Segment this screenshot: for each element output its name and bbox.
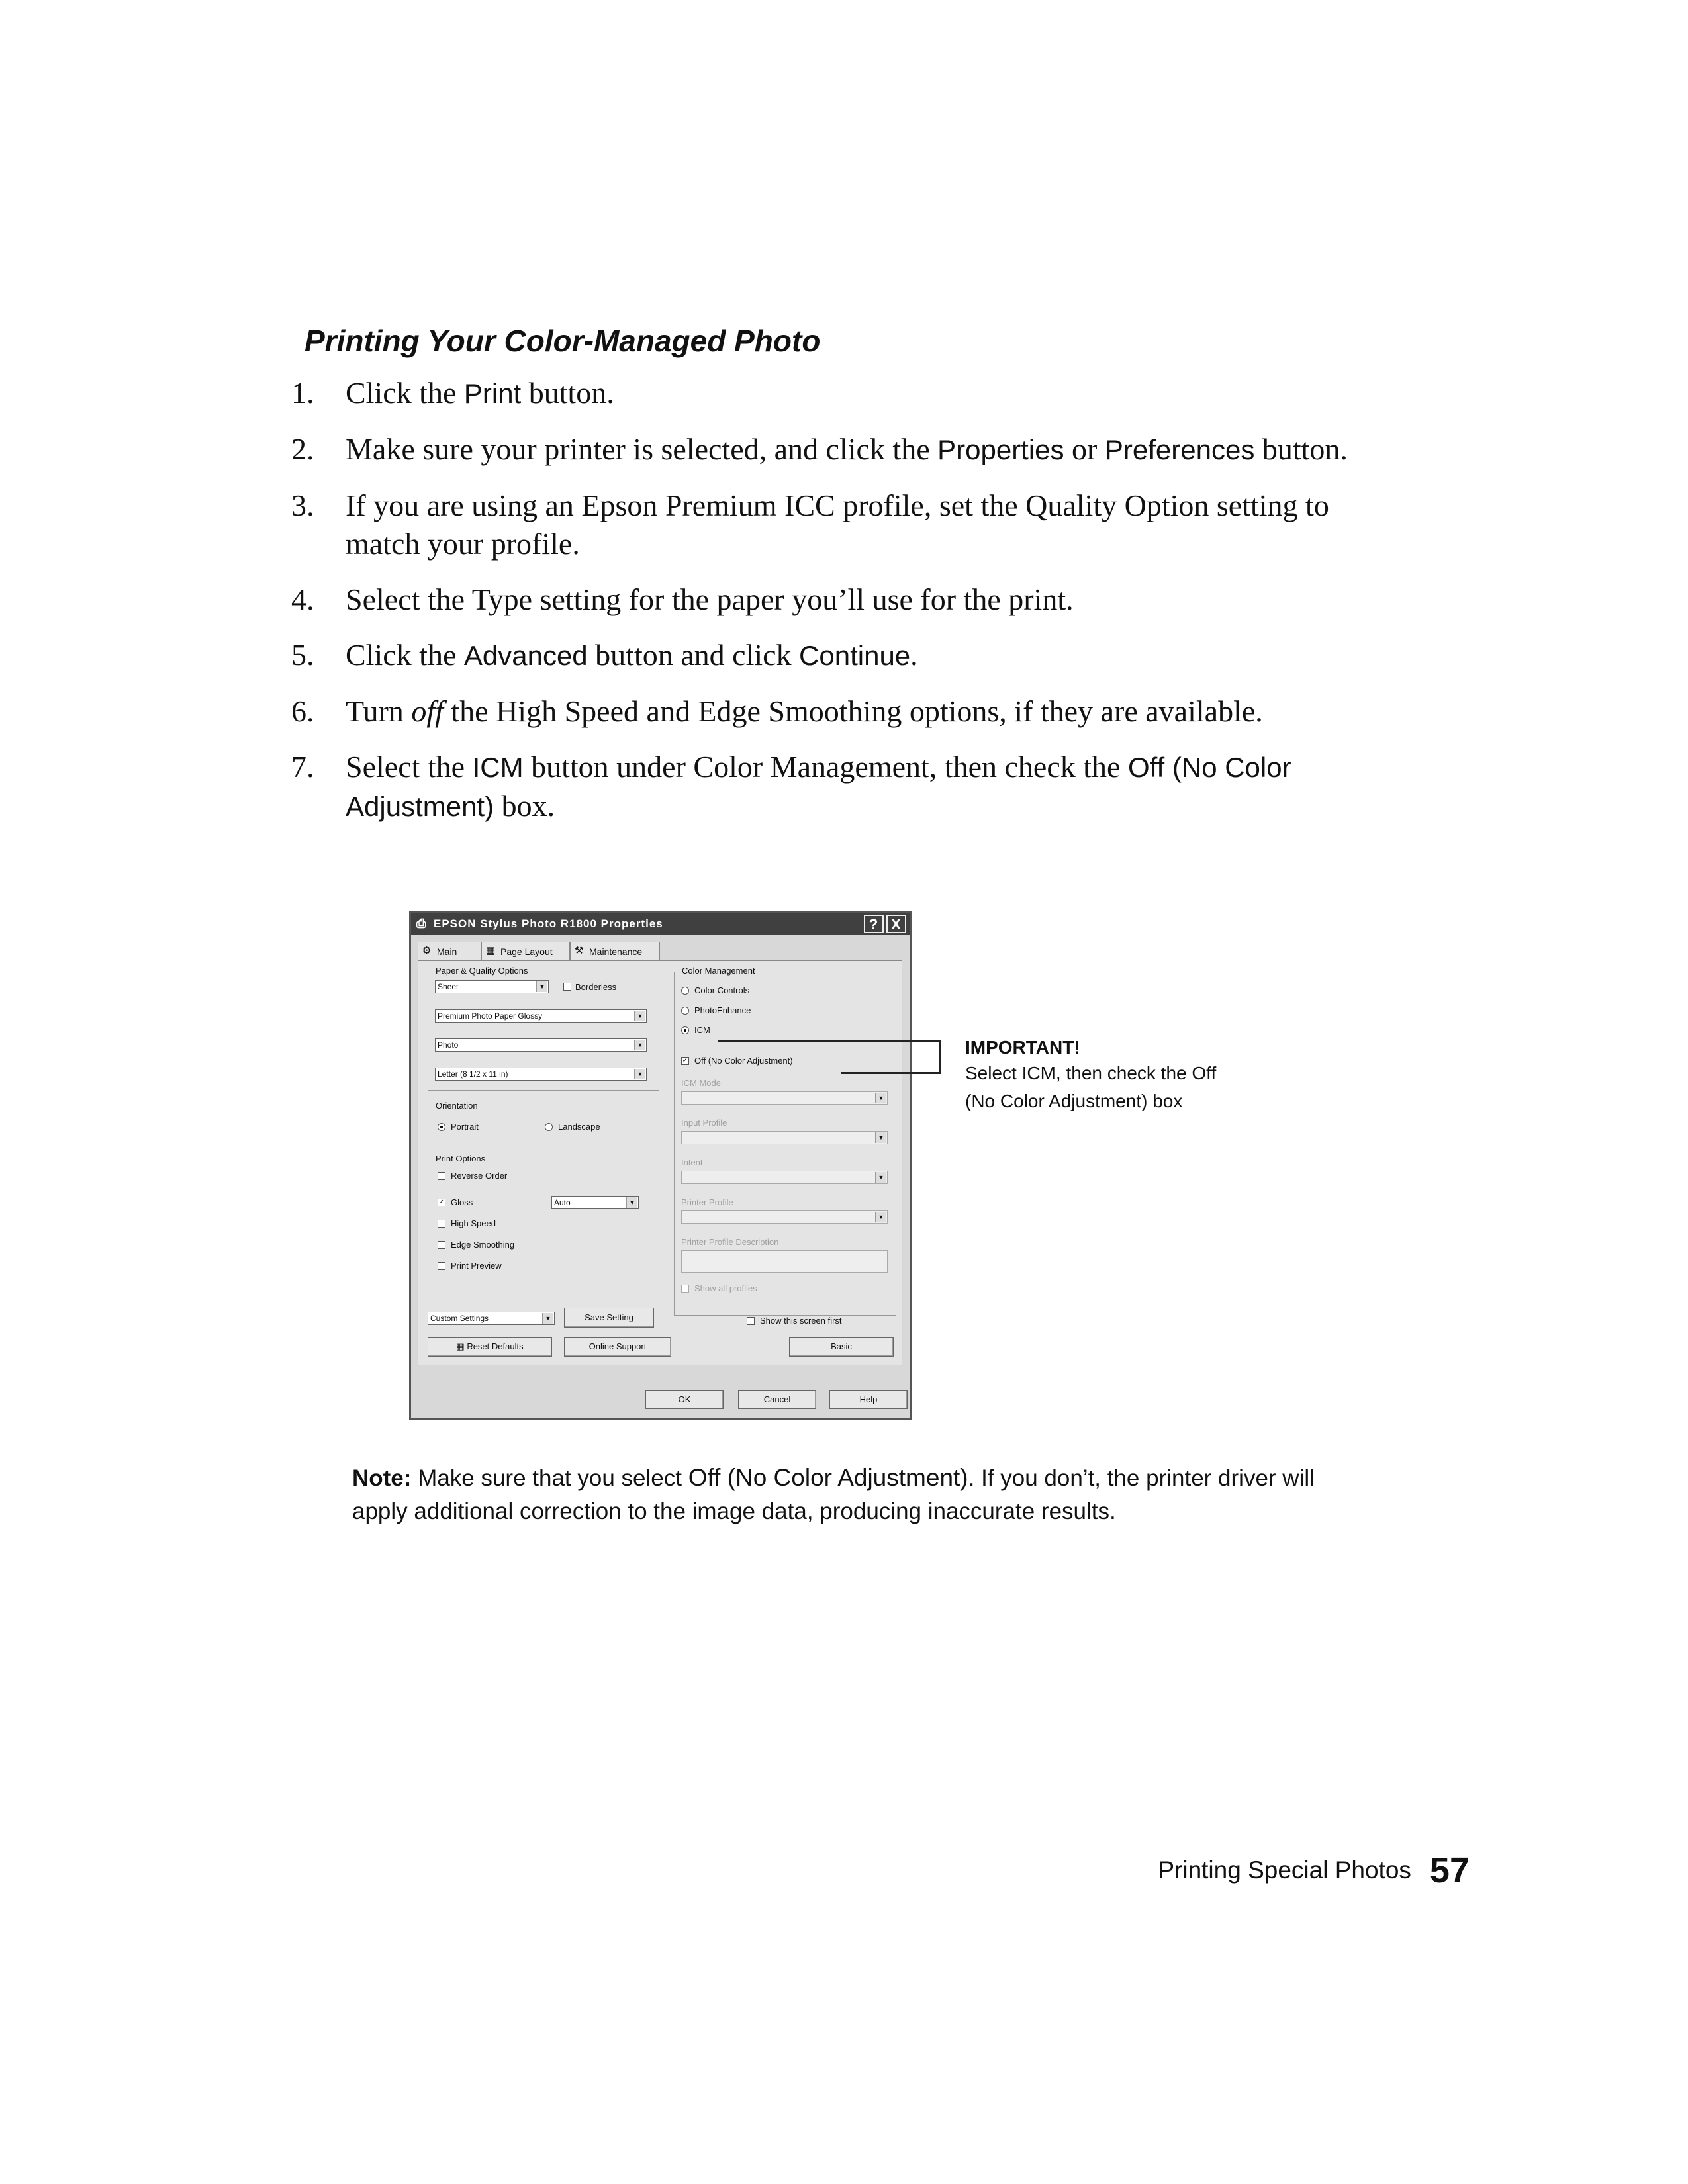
step-text-part: or [1064, 432, 1105, 466]
step-text-part: Preferences [1104, 434, 1255, 465]
step-item [291, 580, 1403, 619]
note-setting: Off (No Color Adjustment) [688, 1464, 968, 1491]
chevron-down-icon: ▼ [626, 1197, 637, 1208]
step-text [346, 748, 1403, 826]
gloss-select[interactable] [551, 1196, 639, 1209]
off-no-color-label: Off (No Color Adjustment) [694, 1056, 793, 1066]
chevron-down-icon: ▼ [542, 1313, 553, 1324]
show-all-profiles-checkbox[interactable] [681, 1285, 689, 1293]
tab-main[interactable] [418, 942, 481, 962]
printer-profile-label: Printer Profile [681, 1197, 733, 1207]
important-callout [965, 1036, 1216, 1115]
reverse-order-checkbox[interactable] [438, 1172, 445, 1180]
step-text-part: Continue [799, 640, 911, 671]
reverse-order-label: Reverse Order [451, 1171, 508, 1181]
step-number: 5. [291, 638, 314, 672]
step-text [346, 374, 1403, 413]
quality-value: Photo [438, 1040, 459, 1050]
step-text-part: box. [494, 789, 555, 823]
gloss-label: Gloss [451, 1197, 473, 1207]
note-label: Note: [352, 1465, 412, 1491]
tab-page-layout[interactable] [481, 942, 570, 960]
chevron-down-icon: ▼ [536, 981, 547, 992]
chevron-down-icon: ▼ [875, 1132, 886, 1143]
portrait-label: Portrait [451, 1122, 479, 1132]
step-text-part: Click the [346, 638, 464, 672]
color-management-group [674, 966, 896, 1316]
orientation-legend: Orientation [434, 1101, 480, 1111]
chevron-down-icon: ▼ [875, 1212, 886, 1222]
dialog-titlebar [411, 913, 910, 935]
input-profile-select[interactable] [681, 1131, 888, 1144]
paper-quality-legend: Paper & Quality Options [434, 966, 530, 976]
step-text-part: button and click [587, 638, 800, 672]
step-text-part: Select the Type setting for the paper you’ll use for the print. [346, 582, 1074, 616]
portrait-radio[interactable] [438, 1123, 445, 1131]
step-text [346, 692, 1403, 731]
photoenhance-label: PhotoEnhance [694, 1005, 751, 1015]
chevron-down-icon: ▼ [634, 1011, 645, 1021]
step-text-part: Click the [346, 376, 464, 410]
step-text-part: ICM [472, 752, 524, 783]
intent-label: Intent [681, 1158, 703, 1167]
chevron-down-icon: ▼ [875, 1093, 886, 1103]
callout-line-2: (No Color Adjustment) box [965, 1091, 1183, 1111]
tab-maintenance-label: Maintenance [589, 946, 643, 957]
high-speed-label: High Speed [451, 1218, 496, 1228]
note-paragraph [352, 1461, 1345, 1528]
step-text-part: Off (No Color Adjustment) [346, 752, 1291, 822]
printer-properties-dialog [409, 911, 912, 1420]
input-profile-label: Input Profile [681, 1118, 727, 1128]
print-options-legend: Print Options [434, 1154, 487, 1163]
paper-source-select[interactable] [435, 980, 549, 993]
gloss-checkbox[interactable]: ✓ [438, 1199, 445, 1206]
show-first-checkbox[interactable] [747, 1317, 755, 1325]
page-footer [1158, 1850, 1470, 1891]
print-preview-checkbox[interactable] [438, 1262, 445, 1270]
tab-maintenance[interactable] [570, 942, 660, 960]
show-all-profiles-label: Show all profiles [694, 1283, 757, 1293]
landscape-label: Landscape [558, 1122, 600, 1132]
paper-source-value: Sheet [438, 982, 459, 991]
printer-profile-select[interactable] [681, 1210, 888, 1224]
basic-button[interactable]: Basic [789, 1337, 894, 1357]
chevron-down-icon: ▼ [634, 1040, 645, 1050]
step-text-part: Select the [346, 750, 473, 784]
ok-button[interactable]: OK [645, 1390, 724, 1409]
callout-line-vertical [939, 1040, 941, 1073]
step-text [346, 636, 1403, 675]
step-text-part: button under Color Management, then check the [523, 750, 1128, 784]
edge-smoothing-checkbox[interactable] [438, 1241, 445, 1249]
paper-quality-group [428, 966, 659, 1091]
reset-defaults-button[interactable] [428, 1337, 552, 1357]
steps-list [291, 374, 1403, 843]
paper-size-value: Letter (8 1/2 x 11 in) [438, 1069, 508, 1079]
chevron-down-icon: ▼ [634, 1069, 645, 1079]
main-tab-icon: ⚙ [422, 945, 432, 956]
online-support-button[interactable]: Online Support [564, 1337, 671, 1357]
show-first-label: Show this screen first [760, 1316, 842, 1326]
cancel-button[interactable]: Cancel [738, 1390, 816, 1409]
off-no-color-checkbox[interactable]: ✓ [682, 1057, 688, 1064]
color-management-legend: Color Management [680, 966, 757, 976]
icm-mode-label: ICM Mode [681, 1078, 721, 1088]
reset-defaults-icon: ▦ [456, 1342, 467, 1351]
icm-radio[interactable] [681, 1026, 689, 1034]
color-controls-label: Color Controls [694, 985, 750, 995]
borderless-label: Borderless [575, 982, 617, 992]
step-text-part: off [411, 694, 444, 728]
step-text-part: Properties [937, 434, 1064, 465]
step-number: 6. [291, 694, 314, 728]
step-number: 7. [291, 750, 314, 784]
custom-settings-value: Custom Settings [430, 1314, 489, 1323]
page-layout-icon: ▦ [486, 945, 496, 956]
icm-label: ICM [694, 1025, 710, 1035]
step-text-part: Print [463, 378, 522, 409]
edge-smoothing-label: Edge Smoothing [451, 1240, 515, 1250]
media-type-value: Premium Photo Paper Glossy [438, 1011, 543, 1021]
step-number: 1. [291, 376, 314, 410]
tab-main-label: Main [437, 946, 457, 957]
step-text-part: Turn [346, 694, 412, 728]
intent-select[interactable] [681, 1171, 888, 1184]
page-number: 57 [1429, 1850, 1470, 1890]
color-controls-radio[interactable] [681, 987, 689, 995]
step-item [291, 636, 1403, 675]
printer-profile-desc-box [681, 1250, 888, 1273]
step-text-part: Advanced [463, 640, 588, 671]
save-setting-button[interactable]: Save Setting [564, 1308, 654, 1328]
step-number: 3. [291, 488, 314, 522]
dialog-title: EPSON Stylus Photo R1800 Properties [434, 917, 663, 930]
note-pre: Make sure that you select [411, 1465, 688, 1491]
media-type-select[interactable] [435, 1009, 647, 1023]
reset-defaults-label: Reset Defaults [467, 1342, 524, 1351]
step-text [346, 486, 1403, 563]
step-item [291, 692, 1403, 731]
tab-page-layout-label: Page Layout [500, 946, 553, 957]
step-item [291, 486, 1403, 563]
step-text-part: button. [521, 376, 614, 410]
step-text-part: button. [1254, 432, 1348, 466]
step-text [346, 580, 1403, 619]
step-number: 2. [291, 432, 314, 466]
section-heading: Printing Your Color-Managed Photo [305, 324, 821, 358]
icm-mode-select[interactable] [681, 1091, 888, 1105]
printer-profile-desc-label: Printer Profile Description [681, 1237, 779, 1247]
step-number: 4. [291, 582, 314, 616]
help-button[interactable]: Help [829, 1390, 908, 1409]
maintenance-icon: ⚒ [575, 945, 584, 956]
step-item [291, 430, 1403, 469]
step-item [291, 748, 1403, 826]
high-speed-checkbox[interactable] [438, 1220, 445, 1228]
note-post: . If you don’t, the printer driver will apply additional correction to the image data, producing inaccurate results. [352, 1465, 1315, 1524]
callout-line-icm [718, 1040, 941, 1042]
callout-line-1: Select ICM, then check the Off [965, 1063, 1217, 1083]
quality-select[interactable] [435, 1038, 647, 1052]
gloss-value: Auto [554, 1198, 571, 1207]
footer-section: Printing Special Photos [1158, 1856, 1411, 1884]
chevron-down-icon: ▼ [875, 1172, 886, 1183]
orientation-group [428, 1101, 659, 1146]
landscape-radio[interactable] [545, 1123, 553, 1131]
step-text-part: Make sure your printer is selected, and click the [346, 432, 938, 466]
step-text-part: the High Speed and Edge Smoothing options, if they are available. [443, 694, 1263, 728]
help-title-button[interactable]: ? [864, 915, 884, 933]
callout-line-off [841, 1072, 941, 1074]
borderless-checkbox[interactable] [563, 983, 571, 991]
custom-settings-select[interactable] [428, 1312, 555, 1325]
main-tab-panel [418, 960, 902, 1365]
printer-icon: ⎙ [416, 917, 427, 930]
step-item [291, 374, 1403, 413]
paper-size-select[interactable] [435, 1068, 647, 1081]
step-text [346, 430, 1403, 469]
callout-title: IMPORTANT! [965, 1037, 1080, 1058]
print-options-group [428, 1154, 659, 1306]
print-preview-label: Print Preview [451, 1261, 502, 1271]
step-text-part: . [910, 638, 918, 672]
step-text-part: If you are using an Epson Premium ICC profile, set the Quality Option setting to match your profile. [346, 488, 1329, 561]
close-button[interactable]: X [886, 915, 906, 933]
photoenhance-radio[interactable] [681, 1007, 689, 1015]
